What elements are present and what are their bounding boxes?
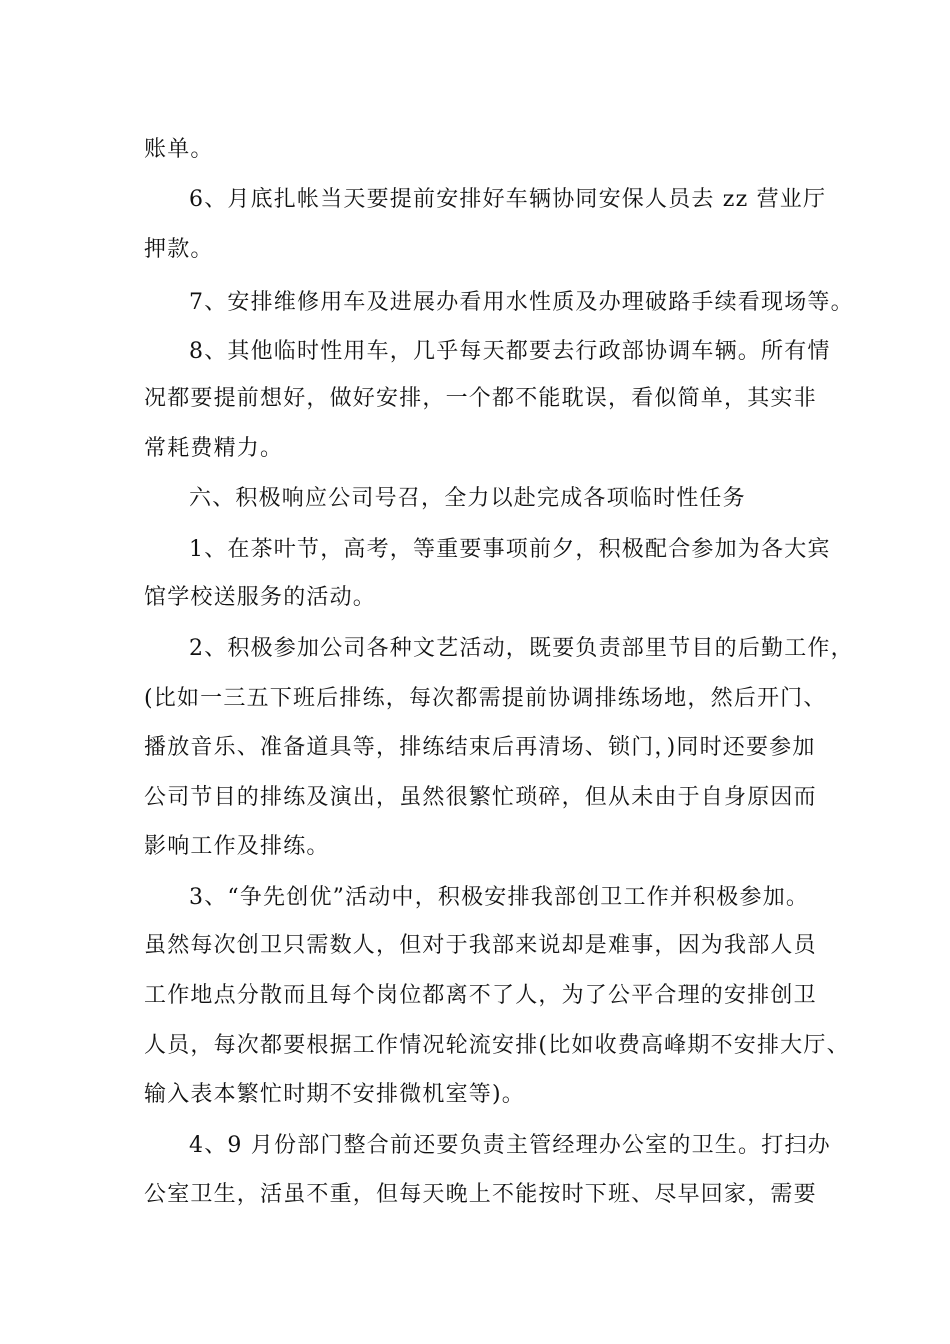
text-line: (比如一三五下班后排练，每次都需提前协调排练场地，然后开门、 — [144, 686, 827, 711]
text-line: 常耗费精力。 — [144, 436, 284, 461]
section-heading: 六、积极响应公司号召，全力以赴完成各项临时性任务 — [189, 486, 746, 511]
text-line: 3、“争先创优”活动中，积极安排我部创卫工作并积极参加。 — [189, 885, 810, 910]
text-line: 1、在茶叶节，高考，等重要事项前夕，积极配合参加为各大宾 — [189, 537, 831, 562]
text-line: 6、月底扎帐当天要提前安排好车辆协同安保人员去 zz 营业厅 — [189, 187, 827, 212]
text-line: 4、9 月份部门整合前还要负责主管经理办公室的卫生。打扫办 — [189, 1133, 831, 1158]
text-line: 人员，每次都要根据工作情况轮流安排(比如收费高峰期不安排大厅、 — [144, 1033, 850, 1058]
text-line: 播放音乐、准备道具等，排练结束后再清场、锁门，)同时还要参加 — [144, 735, 816, 760]
text-line: 虽然每次创卫只需数人，但对于我部来说却是难事，因为我部人员 — [144, 933, 817, 958]
text-line: 8、其他临时性用车，几乎每天都要去行政部协调车辆。所有情 — [189, 339, 831, 364]
text-line: 输入表本繁忙时期不安排微机室等)。 — [144, 1082, 525, 1107]
text-line: 押款。 — [144, 237, 214, 262]
text-line: 馆学校送服务的活动。 — [144, 585, 377, 610]
text-line: 公司节目的排练及演出，虽然很繁忙琐碎，但从未由于自身原因而 — [144, 785, 817, 810]
text-line: 2、积极参加公司各种文艺活动，既要负责部里节目的后勤工作， — [189, 636, 854, 661]
text-line: 况都要提前想好，做好安排，一个都不能耽误，看似简单，其实非 — [144, 386, 817, 411]
text-line: 影响工作及排练。 — [144, 834, 330, 859]
text-line: 工作地点分散而且每个岗位都离不了人，为了公平合理的安排创卫 — [144, 983, 817, 1008]
text-line: 账单。 — [144, 137, 214, 162]
text-line: 公室卫生，活虽不重，但每天晚上不能按时下班、尽早回家，需要 — [144, 1182, 817, 1207]
text-line: 7、安排维修用车及进展办看用水性质及办理破路手续看现场等。 — [189, 290, 854, 315]
